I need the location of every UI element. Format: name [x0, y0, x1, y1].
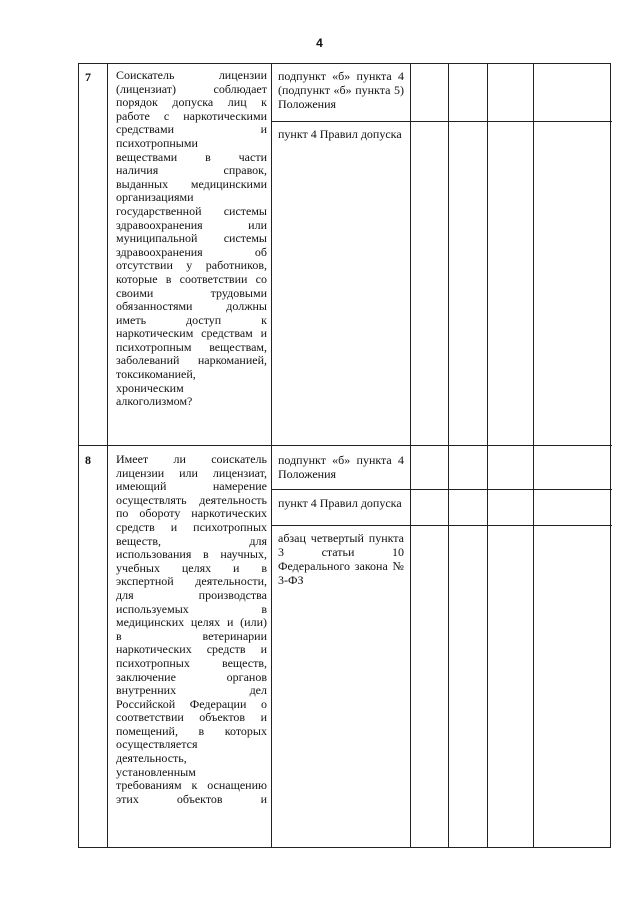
reference-line: пункт 4 Правил допуска	[278, 127, 402, 141]
requirement-line: муниципальной системы	[116, 231, 267, 246]
requirement-line: экспертной деятельности,	[116, 574, 267, 589]
requirement-line: психотропными	[116, 135, 198, 150]
legal-reference	[278, 496, 404, 510]
requirement-line: наличия справок,	[116, 163, 267, 178]
requirement-line: наркотическим средствам и	[116, 326, 267, 341]
requirement-line: токсикоманией,	[116, 367, 196, 382]
requirement-line: используемых в	[116, 601, 267, 616]
column-divider	[271, 64, 272, 847]
requirement-line: заключение органов	[116, 669, 267, 684]
requirement-line: заболеваний наркоманией,	[116, 353, 267, 368]
requirement-line: наркотических средств и	[116, 642, 267, 657]
requirement-line: Соискатель лицензии	[116, 68, 267, 82]
row-divider	[79, 445, 612, 446]
requirement-line: психотропным веществам,	[116, 339, 267, 354]
requirement-line: соответствии объектов и	[116, 710, 267, 725]
requirement-text	[116, 453, 267, 806]
requirement-line: организациями	[116, 190, 194, 205]
requirement-line: Имеет ли соискатель	[116, 452, 267, 466]
requirement-line: деятельность,	[116, 751, 187, 766]
checklist-table	[78, 63, 611, 848]
requirement-line: использования в научных,	[116, 547, 267, 562]
requirement-line: внутренних дел	[116, 683, 267, 698]
legal-reference	[278, 531, 404, 587]
requirement-line: медицинских целях и (или)	[116, 615, 267, 630]
reference-line: (подпункт «б» пункта 5)	[278, 83, 404, 97]
requirement-line: здравоохранения или	[116, 217, 267, 232]
row-number: 7	[85, 70, 91, 84]
requirement-line: установленным	[116, 764, 196, 779]
column-divider	[107, 64, 108, 847]
requirement-line: средств и психотропных	[116, 519, 267, 534]
reference-line: пункт 4 Правил допуска	[278, 496, 402, 510]
row-number: 8	[85, 453, 91, 467]
legal-reference	[278, 453, 404, 481]
reference-line: Положения	[278, 467, 337, 481]
requirement-line: которые в соответствии со	[116, 271, 267, 286]
requirement-line: имеющий намерение	[116, 479, 267, 494]
requirement-line: помещений, в которых	[116, 723, 267, 738]
page-number: 4	[316, 36, 323, 50]
column-divider	[448, 64, 449, 847]
reference-line: подпункт «б» пункта 4	[278, 69, 404, 83]
reference-line: Положения	[278, 97, 337, 111]
column-divider	[533, 64, 534, 847]
requirement-line: осуществляется	[116, 737, 198, 752]
reference-line: 3 статьи 10	[278, 545, 404, 559]
requirement-line: этих объектов и	[116, 791, 267, 806]
row-divider	[271, 121, 612, 122]
reference-line: 3-ФЗ	[278, 573, 304, 587]
requirement-line: обязанностями должны	[116, 299, 267, 314]
legal-reference	[278, 69, 404, 111]
requirement-line: по обороту наркотических	[116, 506, 267, 521]
requirement-line: выданных медицинскими	[116, 176, 267, 191]
requirement-line: веществ, для	[116, 533, 267, 548]
requirement-line: учебных целях и в	[116, 560, 267, 575]
requirement-line: средствами и	[116, 122, 267, 137]
row-divider	[271, 489, 612, 490]
requirement-line: в ветеринарии	[116, 628, 267, 643]
requirement-line: здравоохранения об	[116, 244, 267, 259]
requirement-line: осуществлять деятельность	[116, 492, 267, 507]
requirement-line: веществами в части	[116, 149, 267, 164]
reference-line: подпункт «б» пункта 4	[278, 453, 404, 467]
reference-line: Федерального закона №	[278, 559, 404, 573]
requirement-line: лицензии или лицензиат,	[116, 465, 267, 480]
column-divider	[487, 64, 488, 847]
requirement-line: своими трудовыми	[116, 285, 267, 300]
row-divider	[271, 525, 612, 526]
requirement-line: хроническим	[116, 380, 184, 395]
requirement-line: алкоголизмом?	[116, 394, 193, 409]
requirement-line: (лицензиат) соблюдает	[116, 81, 267, 96]
requirement-line: для производства	[116, 587, 267, 602]
requirement-line: государственной системы	[116, 203, 267, 218]
requirement-line: Российской Федерации о	[116, 696, 267, 711]
requirement-line: порядок допуска лиц к	[116, 95, 267, 110]
reference-line: абзац четвертый пункта	[278, 531, 404, 545]
requirement-line: отсутствии у работников,	[116, 258, 267, 273]
column-divider	[410, 64, 411, 847]
requirement-line: иметь доступ к	[116, 312, 267, 327]
requirement-line: психотропных веществ,	[116, 655, 267, 670]
requirement-text	[116, 69, 267, 409]
legal-reference	[278, 127, 404, 141]
requirement-line: работе с наркотическими	[116, 108, 267, 123]
requirement-line: требованиям к оснащению	[116, 778, 267, 793]
